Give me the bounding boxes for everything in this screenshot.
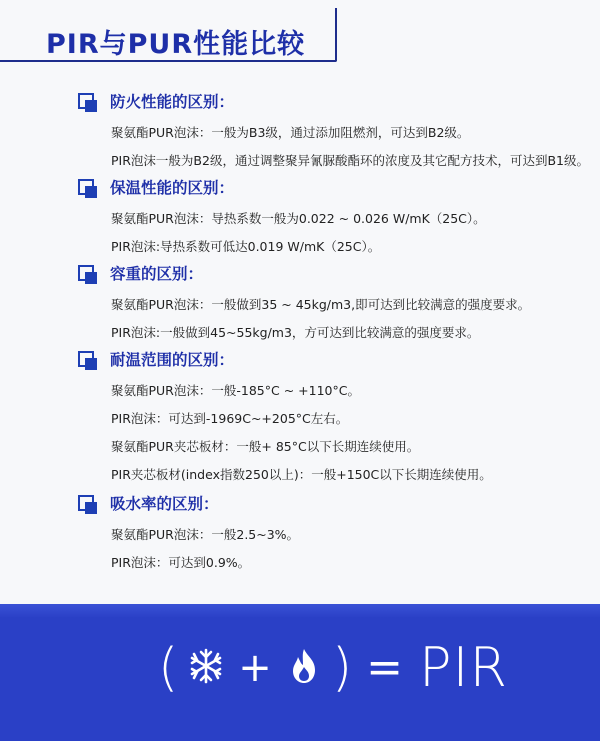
section-line: 聚氨酯PUR泡沫：一般为B3级，通过添加阻燃剂，可达到B2级。 (111, 125, 470, 140)
section-line: 聚氨酯PUR泡沫：一般2.5~3%。 (111, 527, 300, 542)
square-bullet-icon (78, 495, 98, 515)
section-title: 耐温范围的区别： (110, 351, 235, 369)
section-line: PIR泡沫一般为B2级，通过调整聚异氰脲酸酯环的浓度及其它配方技术，可达到B1级。 (111, 153, 589, 168)
section-line: 聚氨酯PUR泡沫：一般-185°C ~ +110°C。 (111, 383, 360, 398)
snowflake-icon (186, 646, 226, 690)
page-title: PIR与PUR性能比较 (46, 29, 306, 60)
section-fire (78, 90, 589, 172)
section-temperature (78, 348, 492, 486)
section-line: PIR泡沫:导热系数可低达0.019 W/mK（25C）。 (111, 239, 381, 254)
section-title: 容重的区别： (110, 265, 204, 283)
section-title: 防火性能的区别： (110, 93, 235, 111)
title-frame (0, 8, 337, 62)
pir-formula (158, 636, 508, 700)
section-line: 聚氨酯PUR夹芯板材：一般+ 85°C以下长期连续使用。 (111, 439, 420, 454)
section-title: 吸水率的区别： (110, 495, 219, 513)
flame-icon (284, 646, 324, 690)
equals-sign: = (366, 642, 403, 693)
square-bullet-icon (78, 179, 98, 199)
square-bullet-icon (78, 93, 98, 113)
formula-result: PIR (418, 636, 508, 699)
section-line: PIR夹芯板材(index指数250以上)：一般+150C以下长期连续使用。 (111, 467, 492, 482)
square-bullet-icon (78, 351, 98, 371)
open-paren: ( (158, 638, 179, 698)
section-line: 聚氨酯PUR泡沫：一般做到35 ~ 45kg/m3,即可达到比较满意的强度要求。 (111, 297, 531, 312)
section-water-absorption (78, 492, 299, 574)
section-title: 保温性能的区别： (110, 179, 235, 197)
section-line: 聚氨酯PUR泡沫：导热系数一般为0.022 ~ 0.026 W/mK（25C）。 (111, 211, 486, 226)
section-insulation (78, 176, 486, 258)
section-density (78, 262, 530, 344)
square-bullet-icon (78, 265, 98, 285)
section-line: PIR泡沫:一般做到45~55kg/m3，方可达到比较满意的强度要求。 (111, 325, 480, 340)
close-paren: ) (331, 638, 353, 698)
section-line: PIR泡沫：可达到0.9%。 (111, 555, 251, 570)
plus-sign: + (238, 645, 272, 691)
section-line: PIR泡沫：可达到-1969C~+205°C左右。 (111, 411, 349, 426)
